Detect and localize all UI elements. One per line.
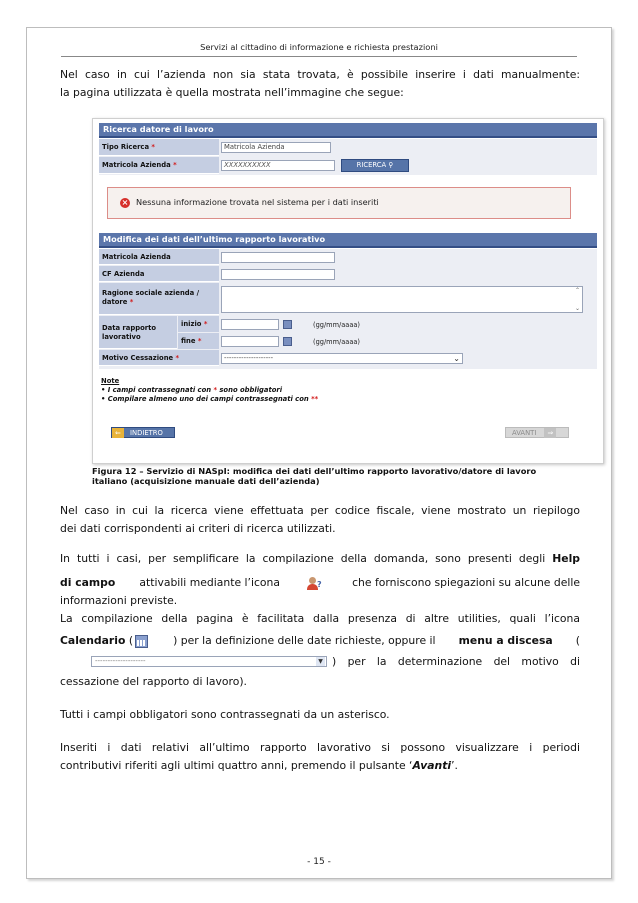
calendar-icon: [135, 635, 148, 648]
notes-block: [101, 377, 318, 403]
page-number: - 15 -: [307, 857, 331, 867]
figure-caption: Figura 12 – Servizio di NASpI: modifica dei dati dell’ultimo rapporto lavorativo/datore di lavoro italiano (acquisizione manuale dati dell’azienda): [92, 466, 537, 486]
help-user-icon: ?: [307, 576, 325, 591]
matricola-label: Matricola Azienda: [99, 249, 219, 265]
para5: Tutti i campi obbligatori sono contrassegnati da un asterisco.: [60, 708, 390, 721]
para4-line1: La compilazione della pagina è facilitata dalla presenza di altre utilities, quali l’icona: [60, 612, 580, 625]
notes-title: Note: [101, 377, 120, 385]
para4-line3: ) per la determinazione del motivo di: [332, 655, 580, 668]
motivo-select[interactable]: -------------------- ⌄: [221, 353, 463, 364]
chevron-down-icon: ⌄: [574, 305, 580, 312]
para6-line2: contributivi riferiti agli ultimi quattro anni, premendo il pulsante ‘Avanti’.: [60, 759, 458, 772]
cf-label: CF Azienda: [99, 266, 219, 282]
inizio-input[interactable]: [221, 319, 279, 330]
ragione-label: Ragione sociale azienda / datore *: [99, 283, 219, 315]
arrow-right-icon: ⇒: [544, 428, 556, 438]
para3-line2: di campo attivabili mediante l’icona ? che forniscono spiegazioni su alcune delle: [60, 576, 580, 589]
data-rapporto-label: Data rapporto lavorativo: [99, 316, 177, 349]
ragione-textarea[interactable]: [221, 286, 583, 313]
note-2: • Compilare almeno uno dei campi contrassegnati con **: [101, 395, 319, 403]
ricerca-button[interactable]: RICERCA ⚲: [341, 159, 409, 172]
para6-line1: Inseriti i dati relativi all’ultimo rapporto lavorativo si possono visualizzare i periodi: [60, 741, 580, 754]
inizio-label: inizio *: [178, 316, 219, 332]
inizio-format: (gg/mm/aaaa): [313, 321, 360, 329]
fine-label: fine *: [178, 333, 219, 349]
next-button[interactable]: AVANTI ⇒: [505, 427, 569, 438]
header-rule: [61, 56, 577, 57]
calendar-icon[interactable]: [283, 320, 292, 329]
matricola-search-input[interactable]: XXXXXXXXXX: [221, 160, 335, 171]
para4-line2: Calendario ( ) per la definizione delle date richieste, oppure il menu a discesa (: [60, 634, 580, 647]
tipo-ricerca-select[interactable]: Matricola Azienda: [221, 142, 331, 153]
fine-input[interactable]: [221, 336, 279, 347]
figure-screenshot: [92, 118, 604, 464]
para1-line2: la pagina utilizzata è quella mostrata nell’immagine che segue:: [60, 86, 404, 99]
dropdown-sample: -------------------- ▼: [91, 656, 327, 667]
chevron-down-icon: ⌄: [453, 354, 460, 363]
matricola-input[interactable]: [221, 252, 335, 263]
matricola-search-label: Matricola Azienda *: [99, 157, 219, 174]
para3-line3: informazioni previste.: [60, 594, 178, 607]
para3-line1: In tutti i casi, per semplificare la compilazione della domanda, sono presenti degli Help: [60, 552, 581, 565]
back-button[interactable]: ⇐ INDIETRO: [111, 427, 175, 438]
para4-line4: cessazione del rapporto di lavoro).: [60, 675, 247, 688]
note-1: • I campi contrassegnati con * sono obbligatori: [101, 386, 283, 394]
para2-line1: Nel caso in cui la ricerca viene effettuata per codice fiscale, viene mostrato un riepilogo: [60, 504, 580, 517]
tipo-ricerca-label: Tipo Ricerca *: [99, 139, 219, 156]
motivo-label: Motivo Cessazione *: [99, 350, 219, 366]
search-section-title: Ricerca datore di lavoro: [99, 123, 597, 138]
calendar-icon[interactable]: [283, 337, 292, 346]
para1-line1: Nel caso in cui l’azienda non sia stata trovata, è possibile inserire i dati manualmente:: [60, 68, 580, 81]
search-icon: ⚲: [388, 161, 394, 169]
para2-line2: dei dati corrispondenti ai criteri di ricerca utilizzati.: [60, 522, 336, 535]
fine-format: (gg/mm/aaaa): [313, 338, 360, 346]
error-message: Nessuna informazione trovata nel sistema per i dati inseriti: [136, 197, 379, 207]
error-icon: ×: [121, 198, 129, 207]
chevron-up-icon: ⌃: [574, 287, 580, 294]
arrow-left-icon: ⇐: [112, 428, 124, 438]
chevron-down-icon: ▼: [316, 657, 325, 666]
modify-section-title: Modifica dei dati dell’ultimo rapporto lavorativo: [99, 233, 597, 248]
running-header: Servizi al cittadino di informazione e richiesta prestazioni: [200, 42, 438, 52]
error-message-box: [107, 187, 571, 219]
cf-input[interactable]: [221, 269, 335, 280]
